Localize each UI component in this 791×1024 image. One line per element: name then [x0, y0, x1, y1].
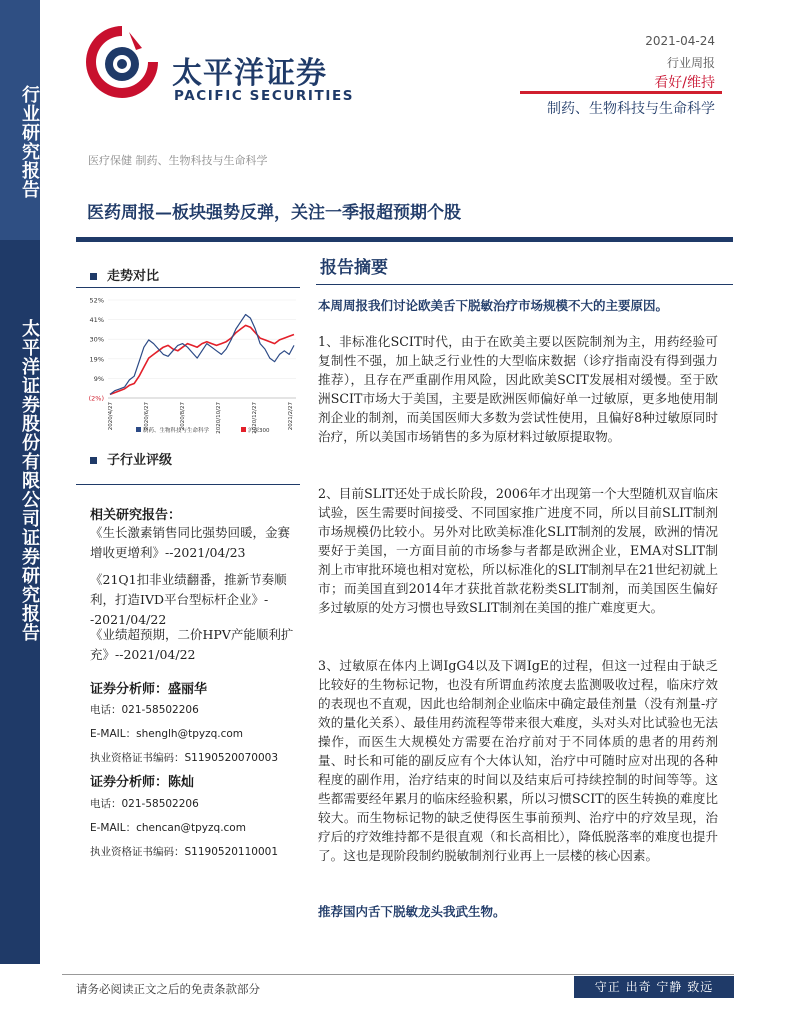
series-line [110, 325, 294, 394]
vertical-report-label: 行业研究报告 [19, 85, 40, 199]
footer-divider [62, 974, 734, 975]
summary-paragraph: 1、非标准化SCIT时代，由于在欧美主要以医院制剂为主，用药经验可复制性不强，加上缺乏行业性的大型临床数据（诊疗指南没有得到强力推荐），且存在严重副作用风险，因此欧美SCIT发展相对缓慢。至于欧洲SCIT市场大于美国，主要是欧洲医师偏好单一过敏原，更多地使用制剂企业的制剂，而美国医师大多数为尝试性使用，且偏好8种过敏原同时治疗，所以美国市场销售的多为原材料过敏原提取物。 [318, 334, 718, 444]
rating-section-divider [76, 484, 300, 485]
subsector-rating-label: 子行业评级 [107, 453, 173, 468]
related-report-item[interactable]: 《生长激素销售同比强势回暖，金赛增收更增利》--2021/04/23 [90, 525, 291, 560]
trend-section-heading [90, 265, 159, 284]
legend-label: 制药、生物科技与生命科学 [143, 428, 210, 434]
x-tick-label: 2020/12/27 [252, 402, 258, 434]
related-reports-heading: 相关研究报告： [90, 508, 182, 523]
series-line [110, 315, 294, 395]
analyst-certificate: 执业资格证书编码：S1190520070003 [90, 752, 279, 764]
x-tick-label: 2020/6/27 [144, 402, 150, 431]
breadcrumb: 医疗保健 制药、生物科技与生命科学 [88, 154, 268, 167]
header-divider [520, 91, 722, 94]
x-tick-label: 2020/8/27 [180, 402, 186, 431]
summary-paragraph: 3、过敏原在体内上调IgG4以及下调IgE的过程，但这一过程由于缺乏比较好的生物标记物，也没有所谓血药浓度去监测吸收过程，临床疗效的表现也不直观，因此也给制剂企业临床中确定最佳剂量（没有剂量-疗效的量化关系）、最佳用药流程等带来很大难度，头对头对比试验也无法操作，而医生大规模处方需要在治疗前对于不同体质的患者的用药剂量、时长和可能的副反应有个大体认知，治疗中可随时应对出现的各种程度的副作用，治疗结束的时间以及结束后可持续控制的时间等等。这些都需要经年累月的临床经验积累，所以习惯SCIT的医生转换的难度比较大。而生物标记物的缺乏使得医生事前预判、治疗中的疗效呈现，治疗后的疗效维持都不是很直观（和长高相比），降低脱落率的难度也提升了。这也是现阶段制约脱敏制剂行业再上一层楼的核心因素。 [318, 658, 718, 863]
title-divider [76, 237, 733, 242]
legend-label: 沪深300 [248, 428, 270, 434]
industry-rating: 看好/维持 [654, 75, 715, 91]
analyst-phone: 电话：021-58502206 [90, 704, 199, 716]
summary-intro: 本周周报我们讨论欧美舌下脱敏治疗市场规模不大的主要原因。 [318, 298, 669, 313]
chart-series [110, 315, 294, 395]
pacific-securities-logo-icon [82, 22, 162, 102]
analyst-name: 证券分析师：陈灿 [90, 775, 195, 790]
chart-legend [136, 426, 270, 434]
summary-heading: 报告摘要 [320, 258, 388, 278]
footer-motto: 守正 出奇 宁静 致远 [574, 976, 734, 998]
y-tick-label: 41% [89, 316, 104, 325]
summary-divider [316, 284, 733, 285]
analyst-email[interactable]: E-MAIL：chencan@tpyzq.com [90, 822, 246, 834]
trend-chart [80, 292, 302, 440]
report-date: 2021-04-24 [645, 34, 715, 48]
analyst-certificate: 执业资格证书编码：S1190520110001 [90, 846, 279, 858]
y-tick-label: (2%) [88, 394, 104, 403]
x-tick-label: 2020/10/27 [216, 402, 222, 434]
square-bullet-icon [90, 457, 97, 464]
legend-swatch [136, 427, 141, 432]
y-tick-label: 19% [89, 355, 104, 364]
footer-disclaimer: 请务必阅读正文之后的免责条款部分 [76, 982, 260, 996]
analyst-phone: 电话：021-58502206 [90, 798, 199, 810]
trend-section-label: 走势对比 [107, 269, 160, 284]
y-tick-label: 9% [93, 374, 104, 383]
logo-chinese-name: 太平洋证券 [172, 56, 327, 91]
subsector-rating-heading [90, 449, 172, 468]
sector-name: 制药、生物科技与生命科学 [547, 101, 715, 117]
chart-y-ticks [89, 297, 104, 403]
analyst-email[interactable]: E-MAIL：shenglh@tpyzq.com [90, 728, 244, 740]
legend-swatch [241, 427, 246, 432]
y-tick-label: 52% [89, 296, 104, 305]
recommendation: 推荐国内舌下脱敏龙头我武生物。 [318, 904, 506, 919]
page-title: 医药周报—板块强势反弹，关注一季报超预期个股 [87, 203, 461, 223]
trend-section-divider [76, 287, 300, 288]
chart-grid [108, 300, 296, 398]
vertical-company-label: 太平洋证券股份有限公司证券研究报告 [19, 318, 40, 642]
logo-english-name: PACIFIC SECURITIES [174, 88, 355, 104]
x-tick-label: 2021/2/27 [288, 402, 294, 431]
square-bullet-icon [90, 273, 97, 280]
x-tick-label: 2020/4/27 [108, 402, 114, 431]
y-tick-label: 30% [89, 335, 104, 344]
summary-paragraph: 2、目前SLIT还处于成长阶段，2006年才出现第一个大型随机双盲临床试验，医生需要时间接受、不同国家推广进度不同，所以目前SLIT制剂市场规模仍比较小。另外对比欧美标准化SLIT制剂的发展，欧洲的情况要好于美国，一方面目前的市场参与者都是欧洲企业，EMA对SLIT制剂上市审批环境也相对宽松，所以标准化的SLIT制剂早在21世纪初就上市；而美国直到2014年才获批首款花粉类SLIT制剂，而美国医生偏好多过敏原的处方习惯也导致SLIT制剂在美国的推广难度更大。 [318, 486, 718, 615]
analyst-name: 证券分析师：盛丽华 [90, 682, 208, 697]
report-type: 行业周报 [666, 56, 715, 70]
related-report-item[interactable]: 《业绩超预期，二价HPV产能顺利扩充》--2021/04/22 [90, 627, 294, 662]
related-report-item[interactable]: 《21Q1扣非业绩翻番，推新节奏顺利，打造IVD平台型标杆企业》--2021/04/22 [90, 572, 287, 627]
